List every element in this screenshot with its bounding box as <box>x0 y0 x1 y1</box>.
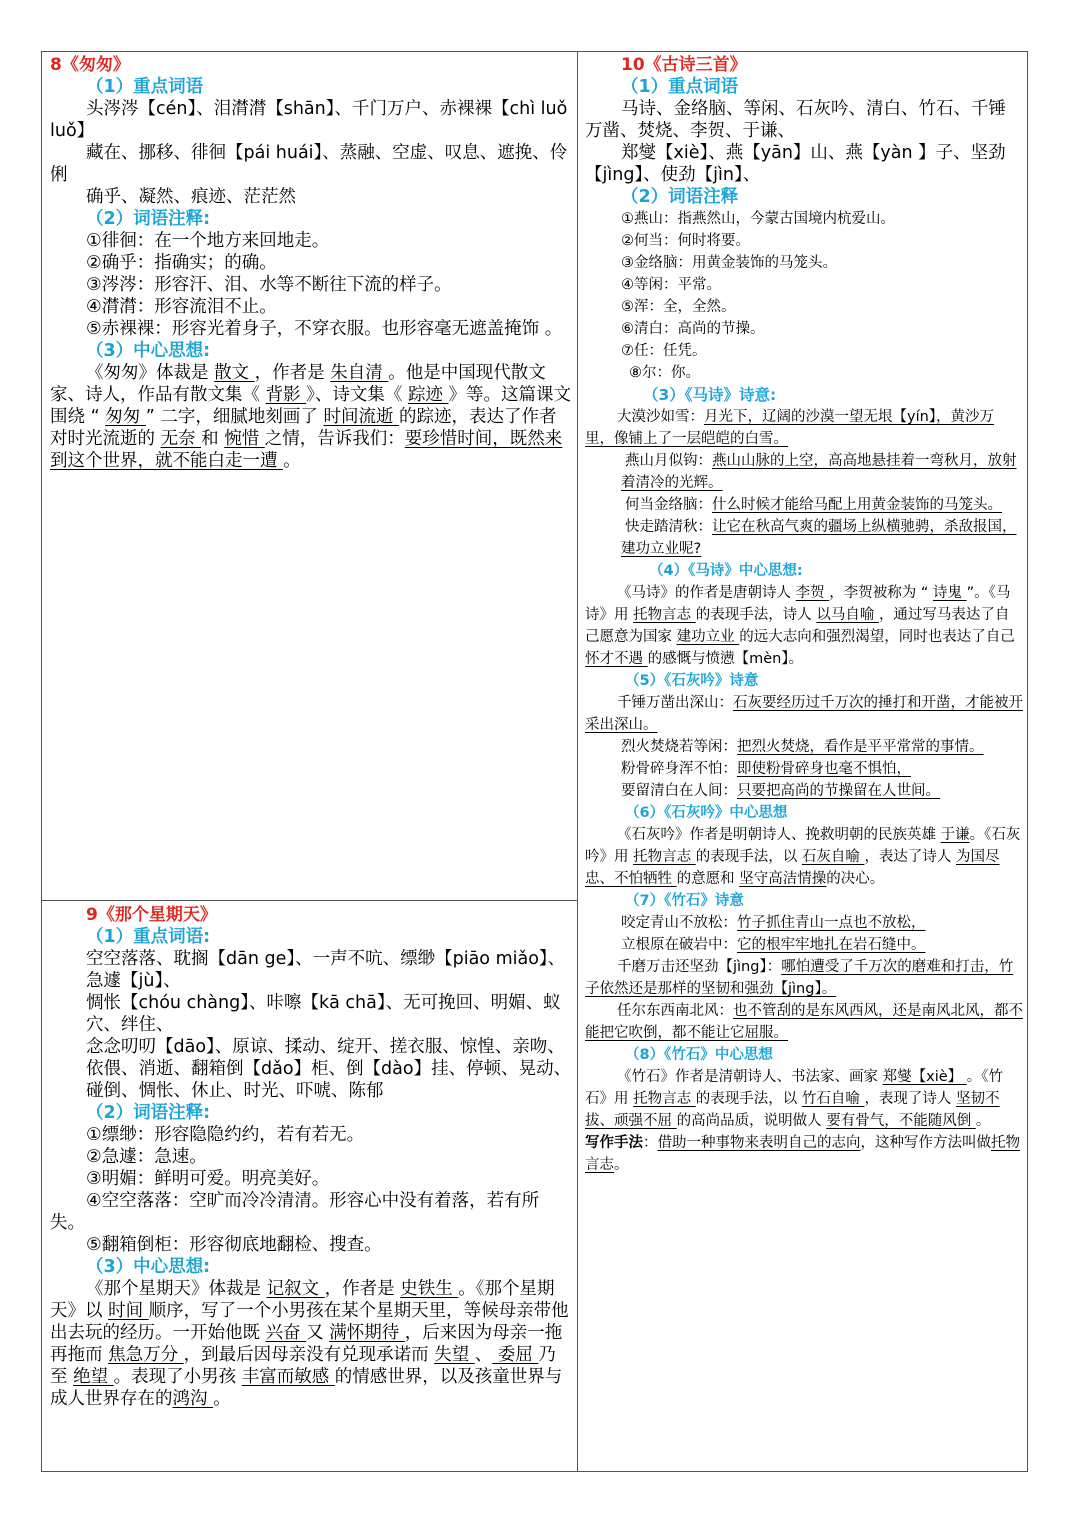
note-item: ⑤翻箱倒柜：形容彻底地翻检、搜查。 <box>86 1235 382 1255</box>
section-title: 8《匆匆》 <box>50 55 130 75</box>
subheading-theme: （3）中心思想: <box>86 341 211 361</box>
theme-paragraph: 《匆匆》体裁是 散文 ，作者是 朱自清 。他是中国现代散文家、诗人，作品有散文集《 背影 》、诗文集《 踪迹 》等。这篇课文围绕 “ 匆匆 ” 二字，细腻地刻画了 时间流逝 的踪迹，表达了作者对时光流逝的 无奈 和 惋惜 之情，告诉我们：要珍惜时间，既然来到这个世界，就不能白走一遭 。 <box>50 363 572 471</box>
note-item: ④等闲：平常。 <box>621 277 721 293</box>
vocab-line: 马诗、金络脑、等闲、石灰吟、清白、竹石、千锤万凿、焚烧、李贺、于谦、 <box>585 99 1006 141</box>
vocab-line: 藏在、挪移、徘徊【pái huái】、蒸融、空虚、叹息、遮挽、伶俐 <box>50 143 568 185</box>
poem-line: 何当金络脑：什么时候才能给马配上用黄金装饰的马笼头。 <box>625 497 1002 513</box>
column-divider <box>577 52 578 1471</box>
poem-line: 要留清白在人间：只要把高尚的节操留在人世间。 <box>621 783 940 799</box>
note-item: ②确乎：指确实；的确。 <box>86 253 277 273</box>
section-title: 10《古诗三首》 <box>621 55 747 75</box>
note-item: ①燕山：指燕然山，今蒙古国境内杭爱山。 <box>621 211 895 227</box>
subheading-vocab: （1）重点词语 <box>621 77 739 97</box>
section-9 <box>50 904 573 1410</box>
subheading-theme: （3）中心思想: <box>86 1257 211 1277</box>
note-item: ③金络脑：用黄金装饰的马笼头。 <box>621 255 837 271</box>
vocab-line: 念念叨叨【dāo】、原谅、揉动、绽开、搓衣服、惊惶、亲吻、依偎、消逝、翻箱倒【dǎo】柜、倒【dào】挂、停顿、晃动、碰倒、惆怅、休止、时光、吓唬、陈郁 <box>86 1037 572 1101</box>
note-item: ③明媚：鲜明可爱。明亮美好。 <box>86 1169 330 1189</box>
note-item: ④空空落落：空旷而冷冷清清。形容心中没有着落，若有所失。 <box>50 1191 540 1233</box>
vocab-line: 空空落落、耽搁【dān ge】、一声不吭、缥缈【piāo miǎo】、急遽【jù】、 <box>86 949 566 991</box>
poem-line: 立根原在破岩中：它的根牢牢地扎在岩石缝中。 <box>621 937 926 953</box>
subheading-shihui-meaning: （5）《石灰吟》诗意 <box>625 673 759 689</box>
vocab-line: 惆怅【chóu chàng】、咔嚓【kā chā】、无可挽回、明媚、蚁穴、绊住、 <box>86 993 561 1035</box>
note-item: ⑤赤裸裸：形容光着身子，不穿衣服。也形容毫无遮盖掩饰 。 <box>86 319 563 339</box>
subheading-ma-poem-meaning: （3）《马诗》诗意: <box>643 386 777 404</box>
writing-technique: 写作手法：借助一种事物来表明自己的志向，这种写作方法叫做托物言志。 <box>585 1135 1020 1173</box>
theme-paragraph: 《竹石》作者是清朝诗人、书法家、画家 郑燮【xiè】 。《竹石》用 托物言志 的表现手法，以 竹石自喻 ，表现了诗人 坚韧不拔、顽强不屈 的高尚品质，说明做人 要有骨气，不能随风倒 。 <box>585 1069 1003 1129</box>
section-8 <box>50 54 573 472</box>
note-item: ⑤浑：全，全然。 <box>621 299 736 315</box>
row-divider <box>42 900 577 901</box>
vocab-line: 确乎、凝然、痕迹、茫茫然 <box>86 187 296 207</box>
note-item: ①徘徊：在一个地方来回地走。 <box>86 231 330 251</box>
poem-line: 任尔东西南北风：也不管刮的是东风西风，还是南风北风，都不能把它吹倒，都不能让它屈服。 <box>585 1003 1023 1041</box>
note-item: ⑦任：任凭。 <box>621 343 707 359</box>
poem-line: 千磨万击还坚劲【jìng】：哪怕遭受了千万次的磨难和打击，竹子依然还是那样的坚韧和强劲【jìng】。 <box>585 959 1014 997</box>
subheading-notes: （2）词语注释 <box>621 187 739 207</box>
poem-line: 粉骨碎身浑不怕：即使粉骨碎身也毫不惧怕， <box>621 761 911 777</box>
poem-line: 大漠沙如雪：月光下，辽阔的沙漠一望无垠【yín】，黄沙万里，像铺上了一层皑皑的白雪。 <box>585 409 995 447</box>
subheading-shihui-theme: （6）《石灰吟》中心思想 <box>625 805 788 821</box>
theme-paragraph: 《马诗》的作者是唐朝诗人 李贺 ，李贺被称为 “ 诗鬼 ”。《马诗》用 托物言志 的表现手法，诗人 以马自喻 ，通过写马表达了自己愿意为国家 建功立业 的远大志向和强烈渴望，同时也表达了自己 怀才不遇 的感慨与愤懑【mèn】。 <box>585 585 1015 667</box>
note-item: ④潸潸：形容流泪不止。 <box>86 297 277 317</box>
note-item: ②何当：何时将要。 <box>621 233 750 249</box>
section-10 <box>585 54 1023 1176</box>
theme-paragraph: 《那个星期天》体裁是 记叙文 ，作者是 史铁生 。《那个星期天》以 时间 顺序，写了一个小男孩在某个星期天里，等候母亲带他出去玩的经历。一开始他既 兴奋 又 满怀期待 ，后来因为母亲一拖再拖而 焦急万分 ，到最后因母亲没有兑现承诺而 失望 、 委屈 乃至 绝望 。表现了小男孩 丰富而敏感 的情感世界，以及孩童世界与成人世界存在的鸿沟 。 <box>50 1279 569 1409</box>
subheading-vocab: （1）重点词语: <box>86 927 211 947</box>
subheading-notes: （2）词语注释: <box>86 209 211 229</box>
poem-line: 燕山月似钩：燕山山脉的上空，高高地悬挂着一弯秋月，放射着清冷的光辉。 <box>621 453 1017 491</box>
vocab-line: 头涔涔【cén】、泪潸潸【shān】、千门万户、赤裸裸【chì luǒ luǒ】 <box>50 99 568 141</box>
note-item: ①缥缈：形容隐隐约约，若有若无。 <box>86 1125 365 1145</box>
poem-line: 千锤万凿出深山：石灰要经历过千万次的捶打和开凿，才能被开采出深山。 <box>585 695 1023 733</box>
notes-table <box>41 51 1028 1472</box>
subheading-zhushi-theme: （8）《竹石》中心思想 <box>625 1047 773 1063</box>
poem-line: 快走踏清秋：让它在秋高气爽的疆场上纵横驰骋，杀敌报国，建功立业呢? <box>621 519 1017 557</box>
theme-paragraph: 《石灰吟》作者是明朝诗人、挽救明朝的民族英雄 于谦。《石灰吟》用 托物言志 的表现手法，以 石灰自喻 ，表达了诗人 为国尽忠、不怕牺牲 的意愿和 坚守高洁情操的决心。 <box>585 827 1021 887</box>
subheading-zhushi-meaning: （7）《竹石》诗意 <box>625 893 744 909</box>
subheading-notes: （2）词语注释: <box>86 1103 211 1123</box>
note-item: ⑧尔：你。 <box>629 365 700 381</box>
subheading-ma-poem-theme: （4）《马诗》中心思想: <box>649 563 803 579</box>
poem-line: 咬定青山不放松：竹子抓住青山一点也不放松， <box>621 915 926 931</box>
note-item: ⑥清白：高尚的节操。 <box>621 321 765 337</box>
vocab-line: 郑燮【xiè】、燕【yān】山、燕【yàn 】子、坚劲【jìng】、使劲【jìn】、 <box>585 143 1006 185</box>
note-item: ③涔涔：形容汗、泪、水等不断往下流的样子。 <box>86 275 452 295</box>
subheading-vocab: （1）重点词语 <box>86 77 204 97</box>
poem-line: 烈火焚烧若等闲：把烈火焚烧，看作是平平常常的事情。 <box>621 739 984 755</box>
section-title: 9《那个星期天》 <box>86 905 217 925</box>
note-item: ②急遽：急速。 <box>86 1147 207 1167</box>
